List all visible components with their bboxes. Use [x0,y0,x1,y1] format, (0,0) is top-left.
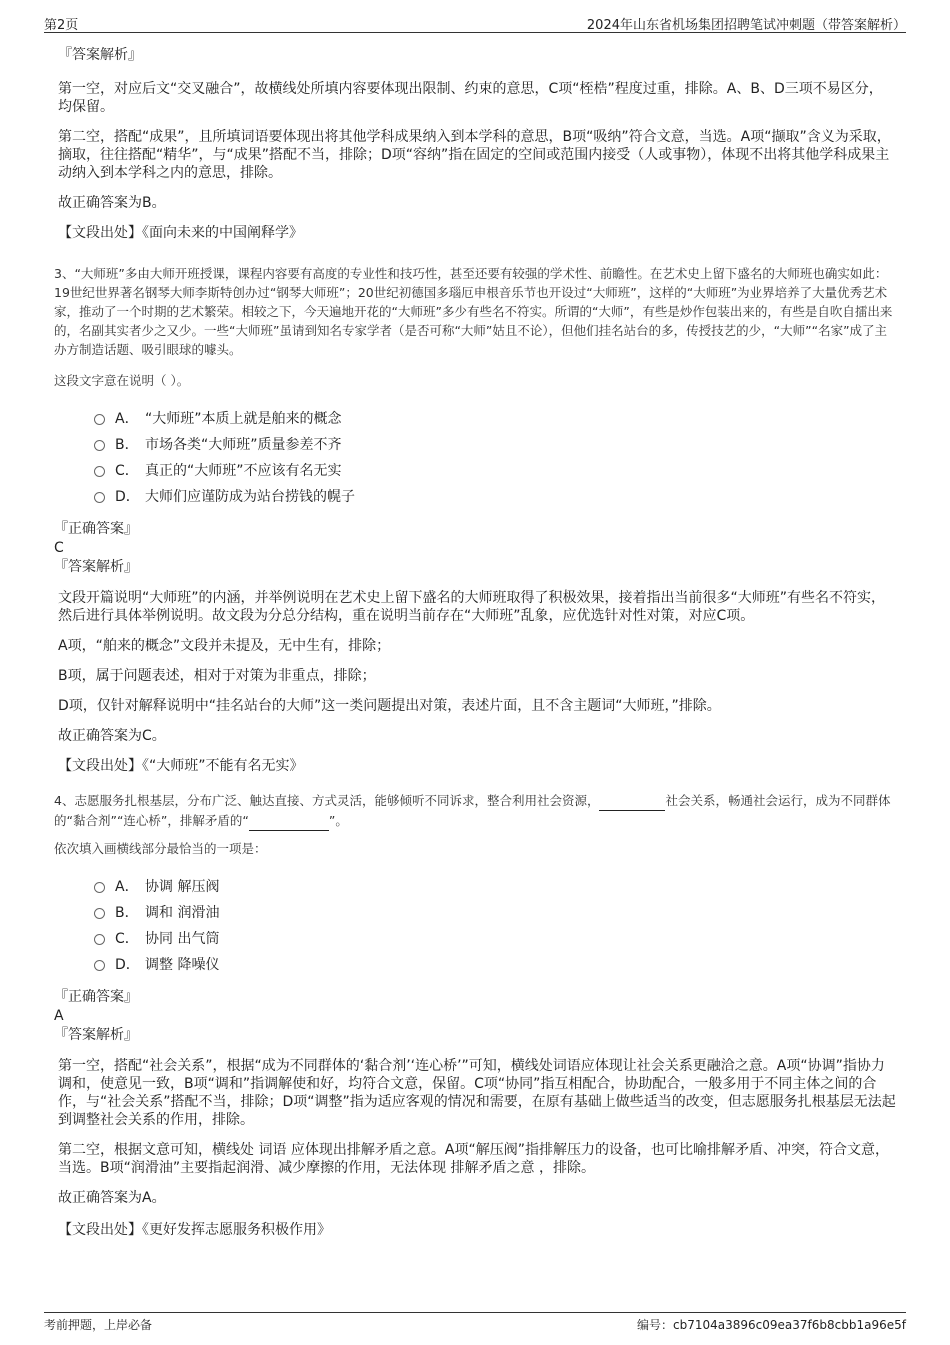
analysis-paragraph: A项，“舶来的概念”文段并未提及，无中生有，排除； [58,638,391,654]
option-a[interactable] [94,874,896,900]
option-c[interactable] [94,458,896,484]
radio-icon[interactable] [94,960,105,971]
question-text [54,791,896,831]
question-text: 3、“大师班”多由大师开班授课，课程内容要有高度的专业性和技巧性，甚至还要有较强的学术性、前瞻性。在艺术史上留下盛名的大师班也确实如此：19世纪世界著名钢琴大师李斯特创办过“钢琴大师班”；20世纪初德国多瑙厄申根音乐节也开设过“大师班”，这样的“大师班”为业界培养了大量优秀艺术家，推动了一个时期的艺术繁荣。相较之下，今天遍地开花的“大师班”多少有些名不符实。所谓的“大师”，有些是炒作包装出来的，有些是自吹自擂出来的，名副其实者少之又少。一些“大师班”虽请到知名专家学者（是否可称“大师”姑且不论），但他们挂名站台的多，传授技艺的少，“大师”“名家”成了主办方制造话题、吸引眼球的噱头。 [54,266,893,357]
analysis-paragraph: 文段开篇说明“大师班”的内涵，并举例说明在艺术史上留下盛名的大师班取得了积极效果，接着指出当前很多“大师班”有些名不符实，然后进行具体举例说明。故文段为分总分结构，重在说明当前存在“大师班”乱象，应优选针对性对策，对应C项。 [58,590,886,624]
correct-answer-label: 『正确答案』 [54,521,138,537]
question-3 [54,264,896,577]
fill-blank-1 [599,791,665,811]
option-letter: C． [115,931,139,947]
question-text-part: 4、志愿服务扎根基层，分布广泛、触达直接、方式灵活，能够倾听不同诉求，整合利用社会资源， [54,793,600,808]
analysis-label: 『答案解析』 [58,47,142,63]
radio-icon[interactable] [94,466,105,477]
analysis-conclusion: 故正确答案为A。 [58,1190,166,1206]
analysis-paragraph: B项，属于问题表述，相对于对策为非重点，排除； [58,668,376,684]
analysis-paragraph: 第二空，搭配“成果”，且所填词语要体现出将其他学科成果纳入到本学科的意思，B项“吸纳”符合文意，当选。A项“撷取”含义为采取，摘取，往往搭配“精华”，与“成果”搭配不当，排除；D项“容纳”指在固定的空间或范围内接受（人或事物），体现不出将其他学科成果主动纳入到本学科之内的意思，排除。 [58,129,891,181]
question-prompt: 这段文字意在说明（ ）。 [54,373,190,388]
option-letter: B． [115,905,139,921]
option-text: 调整 降噪仪 [145,957,220,973]
option-letter: B． [115,437,139,453]
question-4 [54,791,896,1045]
option-text: 真正的“大师班”不应该有名无实 [145,463,342,479]
page-header [44,14,906,33]
question-text-part: ”。 [328,813,348,828]
option-b[interactable] [94,432,896,458]
radio-icon[interactable] [94,908,105,919]
source-citation: 【文段出处】《更好发挥志愿服务积极作用》 [58,1222,331,1238]
option-d[interactable] [94,952,896,978]
correct-answer: C [54,540,64,556]
question-text-part: 社会关系，畅通社会运行，成为不同群体的“黏合剂”“连心桥”，排解矛盾的“ [54,793,891,828]
option-letter: D． [115,489,140,505]
option-letter: D． [115,957,140,973]
analysis-conclusion: 故正确答案为C。 [58,728,166,744]
page-footer [44,1312,906,1332]
document-title: 2024年山东省机场集团招聘笔试冲刺题（带答案解析） [586,18,906,33]
source-citation: 【文段出处】《面向未来的中国阐释学》 [58,225,303,241]
option-text: 协调 解压阀 [145,879,220,895]
option-letter: C． [115,463,139,479]
radio-icon[interactable] [94,882,105,893]
radio-icon[interactable] [94,934,105,945]
option-list [94,406,896,510]
analysis-conclusion: 故正确答案为B。 [58,195,166,211]
option-c[interactable] [94,926,896,952]
correct-answer: A [54,1008,64,1024]
radio-icon[interactable] [94,414,105,425]
radio-icon[interactable] [94,440,105,451]
option-a[interactable] [94,406,896,432]
option-text: “大师班”本质上就是舶来的概念 [145,411,342,427]
analysis-paragraph: 第一空，搭配“社会关系”，根据“成为不同群体的‘黏合剂’‘连心桥’”可知，横线处词语应体现让社会关系更融洽之意。A项“协调”指协力调和，使意见一致，B项“调和”指调解使和好，均符合文意，保留。C项“协同”指互相配合，协助配合，一般多用于不同主体之间的合作，与“社会关系”搭配不当，排除；D项“调整”指为适应客观的情况和需要，在原有基础上做些适当的改变，但志愿服务扎根基层无法起到调整社会关系的作用，排除。 [58,1058,896,1128]
option-b[interactable] [94,900,896,926]
option-d[interactable] [94,484,896,510]
option-letter: A． [115,411,139,427]
footer-slogan: 考前押题，上岸必备 [44,1318,153,1332]
analysis-label: 『答案解析』 [54,559,138,575]
option-list [94,874,896,978]
option-text: 市场各类“大师班”质量参差不齐 [145,437,342,453]
option-text: 协同 出气筒 [145,931,220,947]
document-id: 编号：cb7104a3896c09ea37f6b8cbb1a96e5f [637,1318,906,1332]
correct-answer-label: 『正确答案』 [54,989,138,1005]
page-number: 第2页 [44,18,79,33]
analysis-label: 『答案解析』 [54,1027,138,1043]
source-citation: 【文段出处】《“大师班”不能有名无实》 [58,758,304,774]
option-letter: A． [115,879,139,895]
question-prompt: 依次填入画横线部分最恰当的一项是： [54,841,267,856]
option-text: 大师们应谨防成为站台捞钱的幌子 [145,489,355,505]
option-text: 调和 润滑油 [145,905,220,921]
fill-blank-2 [249,811,329,831]
analysis-paragraph: D项，仅针对解释说明中“挂名站台的大师”这一类问题提出对策，表述片面，且不含主题词“大师班，”排除。 [58,698,721,714]
radio-icon[interactable] [94,492,105,503]
document-body [56,45,896,1255]
analysis-paragraph: 第二空，根据文意可知，横线处 词语 应体现出排解矛盾之意。A项“解压阀”指排解压力的设备，也可比喻排解矛盾、冲突，符合文意，当选。B项“润滑油”主要指起润滑、减少摩擦的作用，无法体现 排解矛盾之意 ，排除。 [58,1142,889,1176]
analysis-paragraph: 第一空，对应后文“交叉融合”，故横线处所填内容要体现出限制、约束的意思，C项“桎梏”程度过重，排除。A、B、D三项不易区分，均保留。 [58,81,883,115]
